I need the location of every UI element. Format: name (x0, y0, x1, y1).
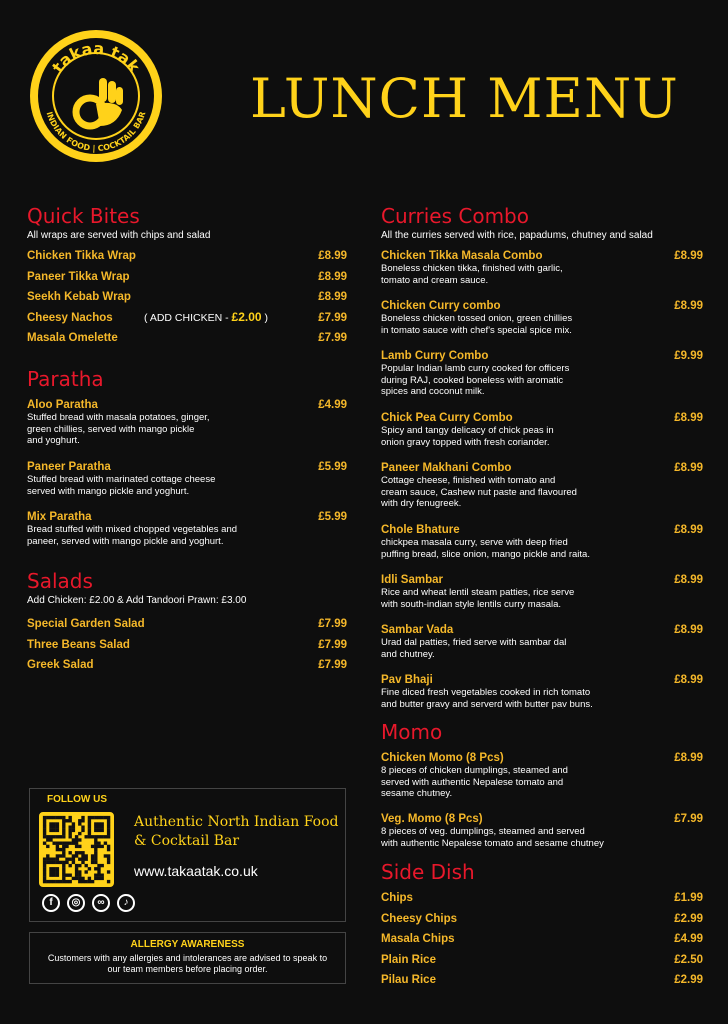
description-line: cream sauce, Cashew nut paste and flavoured (381, 486, 577, 498)
curries-note: All the curries served with rice, papadums, chutney and salad (381, 230, 653, 241)
follow-us-panel (29, 788, 346, 922)
item-description (27, 524, 237, 547)
item-name: Paneer Tikka Wrap (27, 271, 130, 283)
instagram-icon[interactable]: ◎ (67, 894, 85, 912)
item-name: Pilau Rice (381, 974, 436, 986)
side-dish-title: Side Dish (381, 860, 475, 884)
description-line: Stuffed bread with marinated cottage cheese (27, 474, 216, 485)
item-price: £8.99 (318, 250, 347, 262)
tagline-line: & Cocktail Bar (134, 833, 240, 849)
side-dish-item[interactable] (381, 891, 703, 905)
item-name: Cheesy Nachos (27, 312, 113, 324)
item-price: £9.99 (674, 350, 703, 362)
item-price: £8.99 (674, 624, 703, 636)
item-name: Chicken Curry combo (381, 300, 501, 312)
curries-item[interactable] (381, 411, 703, 448)
item-name: Three Beans Salad (27, 639, 130, 651)
description-line: Bread stuffed with mixed chopped vegetables and (27, 524, 238, 535)
item-description (381, 637, 566, 660)
item-name: Masala Omelette (27, 332, 118, 344)
menu-title: LUNCH MENU (250, 67, 679, 130)
website-link[interactable]: www.takaatak.co.uk (134, 863, 258, 879)
description-line: with authentic Nepalese tomato and sesame chutney (381, 837, 604, 849)
item-description (381, 765, 568, 800)
logo-subtitle: INDIAN FOOD | COCKTAIL BAR (44, 110, 148, 154)
item-price: £7.99 (318, 312, 347, 324)
description-line: Rice and wheat lentil steam patties, rice serve (381, 587, 575, 598)
curries-item[interactable] (381, 573, 703, 610)
brand-logo (26, 26, 166, 166)
item-name: Chick Pea Curry Combo (381, 412, 513, 424)
item-price: £8.99 (318, 271, 347, 283)
item-name: Idli Sambar (381, 574, 443, 586)
qr-code-icon[interactable] (39, 812, 114, 887)
description-line: chickpea masala curry, serve with deep fried (381, 537, 568, 548)
item-name: Seekh Kebab Wrap (27, 291, 131, 303)
description-line: Boneless chicken tikka, finished with garlic, (381, 263, 563, 274)
item-description (381, 363, 569, 398)
allergy-title: ALLERGY AWARENESS (130, 939, 245, 950)
item-name: Mix Paratha (27, 511, 92, 523)
paratha-title: Paratha (27, 367, 104, 391)
item-description (381, 687, 593, 710)
momo-item[interactable] (381, 812, 703, 849)
item-price: £1.99 (674, 892, 703, 904)
salads-title: Salads (27, 569, 93, 593)
description-line: paneer, served with mango pickle and yoghurt. (27, 535, 224, 547)
item-price: £8.99 (318, 291, 347, 303)
description-line: Urad dal patties, fried serve with sambar dal (381, 637, 567, 648)
item-price: £7.99 (318, 618, 347, 630)
item-name: Sambar Vada (381, 624, 454, 636)
item-price: £5.99 (318, 461, 347, 473)
side-dish-item[interactable] (381, 973, 703, 987)
item-price: £8.99 (674, 462, 703, 474)
description-line: served with mango pickle and yoghurt. (27, 485, 190, 497)
curries-item[interactable] (381, 673, 703, 710)
momo-item[interactable] (381, 751, 703, 799)
item-description (381, 263, 563, 286)
item-price: £2.99 (674, 913, 703, 925)
quick-bites-item[interactable] (27, 290, 347, 304)
paratha-item[interactable] (27, 510, 347, 547)
description-line: green chillies, served with mango pickle (27, 423, 195, 435)
item-description (27, 474, 215, 497)
allergy-line: Customers with any allergies and intolerances are advised to speak to (47, 953, 328, 963)
description-line: puffing bread, slice onion, mango pickle and raita. (381, 548, 590, 560)
item-name: Chicken Tikka Wrap (27, 250, 136, 262)
description-line: with dry fenugreek. (381, 498, 462, 509)
item-name: Chicken Momo (8 Pcs) (381, 752, 504, 764)
salads-item[interactable] (27, 617, 347, 631)
item-name: Lamb Curry Combo (381, 350, 489, 362)
item-name: Paneer Paratha (27, 461, 111, 473)
tiktok-icon[interactable]: ♪ (117, 894, 135, 912)
add-chicken-note (144, 310, 268, 325)
item-description (381, 826, 604, 849)
item-price: £8.99 (674, 412, 703, 424)
description-line: in tomato sauce with chef's special spice mix. (381, 324, 572, 336)
curries-item[interactable] (381, 299, 703, 336)
item-price: £7.99 (674, 813, 703, 825)
item-price: £7.99 (318, 659, 347, 671)
salads-item[interactable] (27, 658, 347, 672)
item-name: Pav Bhaji (381, 674, 433, 686)
allergy-awareness-panel (29, 932, 346, 984)
description-line: Cottage cheese, finished with tomato and (381, 475, 556, 486)
facebook-icon[interactable]: f (42, 894, 60, 912)
description-line: during RAJ, cooked boneless with aromatic (381, 374, 564, 386)
item-price: £4.99 (674, 933, 703, 945)
salads-note: Add Chicken: £2.00 & Add Tandoori Prawn: £3.00 (27, 595, 247, 606)
item-name: Cheesy Chips (381, 913, 458, 925)
item-name: Plain Rice (381, 954, 436, 966)
description-line: and butter gravy and serverd with butter pav buns. (381, 698, 593, 710)
curries-item[interactable] (381, 623, 703, 660)
item-price: £7.99 (318, 639, 347, 651)
curries-item[interactable] (381, 461, 703, 509)
item-name: Chicken Tikka Masala Combo (381, 250, 543, 262)
item-price: £2.50 (674, 954, 703, 966)
item-price: £8.99 (674, 574, 703, 586)
paratha-item[interactable] (27, 460, 347, 497)
description-line: Boneless chicken tossed onion, green chillies (381, 313, 573, 324)
quick-bites-item[interactable] (27, 331, 347, 345)
item-name: Greek Salad (27, 659, 94, 671)
item-description (381, 537, 590, 560)
item-name: Chips (381, 892, 413, 904)
item-description (381, 425, 554, 448)
allergy-line: our team members before placing order. (107, 964, 268, 974)
item-price: £7.99 (318, 332, 347, 344)
item-price: £8.99 (674, 752, 703, 764)
description-line: 8 pieces of chicken dumplings, steamed and (381, 765, 568, 776)
follow-us-label: FOLLOW US (47, 794, 107, 805)
description-line: Popular Indian lamb curry cooked for officers (381, 363, 570, 374)
item-name: Masala Chips (381, 933, 455, 945)
add-chicken-price: £2.00 (231, 310, 262, 324)
description-line: sesame chutney. (381, 788, 453, 799)
item-price: £4.99 (318, 399, 347, 411)
item-name: Paneer Makhani Combo (381, 462, 512, 474)
add-chicken-close: ) (261, 312, 268, 324)
tripadvisor-icon[interactable]: ∞ (92, 894, 110, 912)
quick-bites-title: Quick Bites (27, 204, 140, 228)
item-price: £8.99 (674, 524, 703, 536)
item-description (381, 313, 572, 336)
item-name: Aloo Paratha (27, 399, 98, 411)
description-line: Stuffed bread with masala potatoes, ginger, (27, 412, 210, 423)
tagline-line: Authentic North Indian Food (134, 814, 339, 830)
allergy-text (30, 953, 345, 975)
side-dish-item[interactable] (381, 932, 703, 946)
item-name: Veg. Momo (8 Pcs) (381, 813, 483, 825)
item-price: £5.99 (318, 511, 347, 523)
logo-name: takaa tak (48, 38, 144, 77)
item-price: £8.99 (674, 250, 703, 262)
description-line: tomato and cream sauce. (381, 274, 489, 286)
salads-item[interactable] (27, 638, 347, 652)
item-price: £8.99 (674, 674, 703, 686)
item-name: Chole Bhature (381, 524, 460, 536)
item-price: £2.99 (674, 974, 703, 986)
description-line: spices and coconut milk. (381, 386, 485, 397)
item-price: £8.99 (674, 300, 703, 312)
description-line: with south-indian style lentils curry masala. (381, 598, 562, 610)
item-description (381, 475, 577, 510)
side-dish-item[interactable] (381, 912, 703, 926)
quick-bites-item[interactable] (27, 249, 347, 263)
item-description (27, 412, 210, 447)
curries-item[interactable] (381, 249, 703, 286)
paratha-item[interactable] (27, 398, 347, 446)
description-line: onion gravy topped with fresh coriander. (381, 436, 550, 448)
description-line: Fine diced fresh vegetables cooked in rich tomato (381, 687, 591, 698)
curries-title: Curries Combo (381, 204, 529, 228)
item-name: Special Garden Salad (27, 618, 145, 630)
side-dish-item[interactable] (381, 953, 703, 967)
add-chicken-label: ( ADD CHICKEN - (144, 312, 232, 324)
description-line: served with authentic Nepalese tomato and (381, 776, 564, 788)
description-line: Spicy and tangy delicacy of chick peas in (381, 425, 554, 436)
curries-item[interactable] (381, 523, 703, 560)
description-line: 8 pieces of veg. dumplings, steamed and served (381, 826, 585, 837)
description-line: and chutney. (381, 648, 435, 660)
curries-item[interactable] (381, 349, 703, 397)
quick-bites-note: All wraps are served with chips and salad (27, 230, 211, 241)
quick-bites-item[interactable] (27, 270, 347, 284)
momo-title: Momo (381, 720, 443, 744)
brand-tagline (134, 813, 339, 851)
item-description (381, 587, 574, 610)
description-line: and yoghurt. (27, 435, 80, 446)
